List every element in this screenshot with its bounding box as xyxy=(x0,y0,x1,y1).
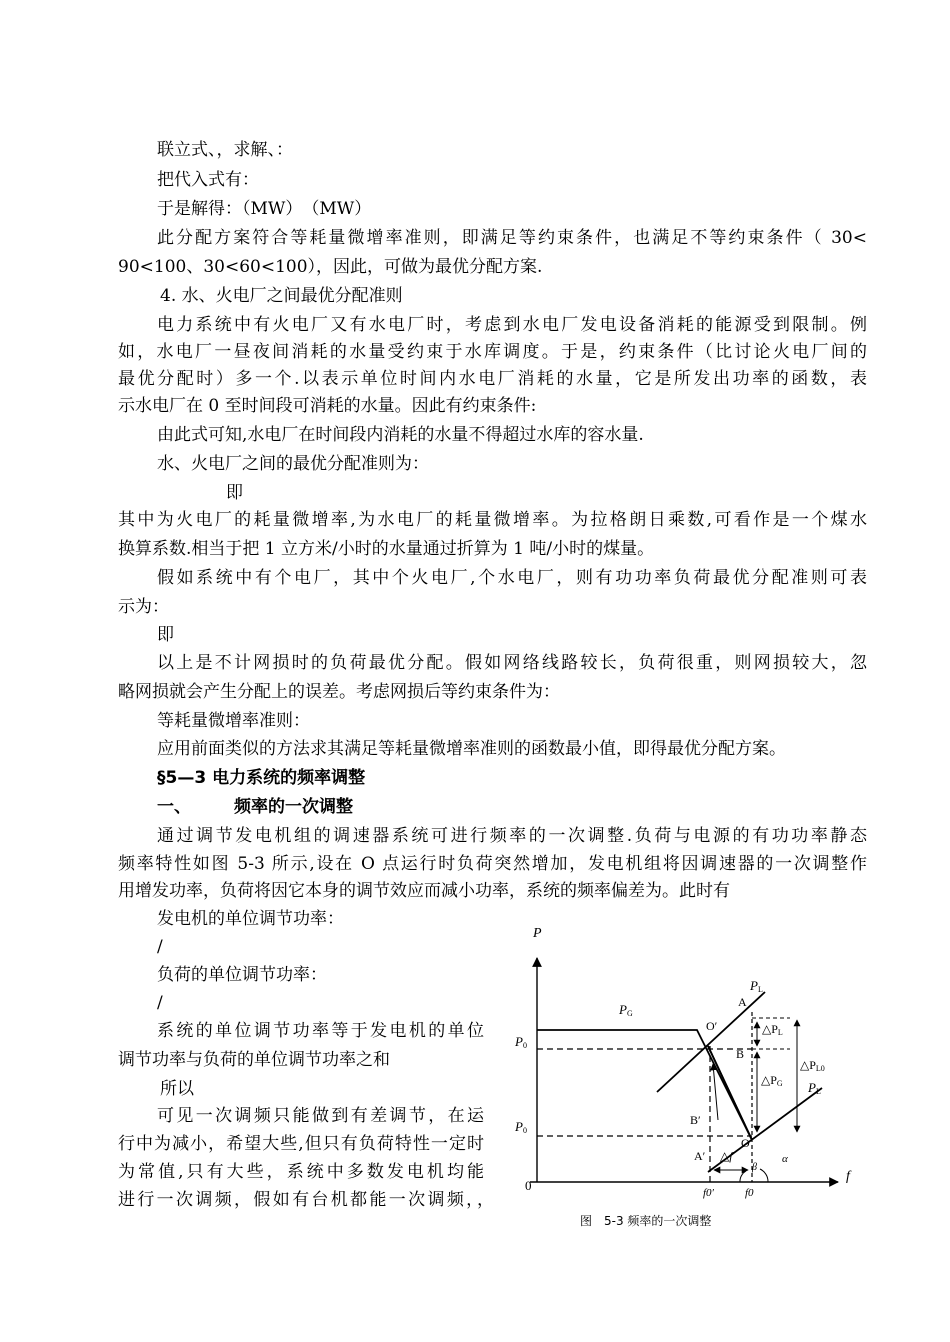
paragraph-line: 于是解得：（MW） （MW） xyxy=(157,199,372,219)
section-heading: §5—3 电力系统的频率调整 xyxy=(157,768,366,788)
paragraph-line: 系统的单位调节功率等于发电机的单位 xyxy=(157,1021,484,1041)
paragraph-line: 换算系数.相当于把 1 立方米/小时的水量通过折算为 1 吨/小时的煤量。 xyxy=(118,539,655,559)
paragraph-line: 可见一次调频只能做到有差调节，在运 xyxy=(157,1106,484,1126)
f0-label: f0 xyxy=(745,1187,754,1199)
paragraph-line: 通过调节发电机组的调速器系统可进行频率的一次调整.负荷与电源的有功功率静态 xyxy=(157,826,867,846)
alpha-label: α xyxy=(782,1153,788,1165)
paragraph-line: 水、火电厂之间的最优分配准则为： xyxy=(157,454,429,474)
paragraph-line: / xyxy=(157,937,163,957)
paragraph-line: 为常值,只有大些，系统中多数发电机均能 xyxy=(118,1162,484,1182)
point-o-label: O xyxy=(741,1136,750,1150)
subsection-heading: 频率的一次调整 xyxy=(234,797,353,817)
point-o-prime-label: O′ xyxy=(706,1019,718,1033)
paragraph-line: 假如系统中有个电厂，其中个火电厂,个水电厂，则有功功率负荷最优分配准则可表 xyxy=(157,568,867,588)
delta-pl-label: △PL xyxy=(762,1022,783,1037)
paragraph-line: 以上是不计网损时的负荷最优分配。假如网络线路较长，负荷很重，则网损较大，忽 xyxy=(157,653,867,673)
paragraph-line: 如，水电厂一昼夜间消耗的水量受约束于水库调度。于是，约束条件（比讨论火电厂间的 xyxy=(118,342,867,362)
delta-f-label: △f xyxy=(720,1149,733,1163)
f-axis-label: f xyxy=(846,1169,850,1184)
paragraph-line: 应用前面类似的方法求其满足等耗量微增率准则的函数最小值，即得最优分配方案。 xyxy=(157,739,786,759)
paragraph-line: 电力系统中有火电厂又有水电厂时，考虑到水电厂发电设备消耗的能源受到限制。例 xyxy=(157,315,867,335)
alpha-angle-arc xyxy=(760,1169,768,1182)
paragraph-line: 即 xyxy=(226,483,243,503)
paragraph-line: 即 xyxy=(157,625,174,645)
origin-label: 0 xyxy=(525,1178,532,1193)
paragraph-line: 由此式可知,水电厂在时间段内消耗的水量不得超过水库的容水量. xyxy=(157,425,644,445)
pl-top-label: PL xyxy=(750,978,763,994)
paragraph-line: 联立式、，求解、： xyxy=(157,140,293,160)
paragraph-line: 把代入式有： xyxy=(157,170,259,190)
subsection-number: 一、 xyxy=(157,797,191,817)
delta-pg-label: △PG xyxy=(761,1073,783,1088)
paragraph-line: 略网损就会产生分配上的误差。考虑网损后等约束条件为： xyxy=(118,682,560,702)
f0-prime-label: f0′ xyxy=(703,1187,714,1199)
paragraph-line: 用增发功率，负荷将因它本身的调节效应而减小功率，系统的频率偏差为。此时有 xyxy=(118,881,730,901)
paragraph-line: 其中为火电厂的耗量微增率,为水电厂的耗量微增率。为拉格朗日乘数,可看作是一个煤水 xyxy=(118,510,867,530)
paragraph-line: 最优分配时）多一个.以表示单位时间内水电厂消耗的水量，它是所发出功率的函数，表 xyxy=(118,369,867,389)
paragraph-line: 90<100、30<60<100），因此，可做为最优分配方案. xyxy=(118,257,543,277)
load-characteristic-line-upper xyxy=(657,992,765,1092)
pg-label: PG xyxy=(619,1002,633,1018)
beta-label: β xyxy=(752,1162,757,1173)
paragraph-line: 进行一次调频，假如有台机都能一次调频，， xyxy=(118,1190,494,1210)
paragraph-line: 调节功率与负荷的单位调节功率之和 xyxy=(118,1050,390,1070)
p0-top-label: P0 xyxy=(515,1034,527,1050)
paragraph-line: 示为： xyxy=(118,597,169,617)
section-heading: 4. 水、火电厂之间最优分配准则 xyxy=(160,286,403,306)
paragraph-line: 等耗量微增率准则： xyxy=(157,711,310,731)
p-axis-label: P xyxy=(533,926,542,941)
paragraph-line: 负荷的单位调节功率： xyxy=(157,965,327,985)
figure-5-3 xyxy=(505,915,865,1235)
paragraph-line: 发电机的单位调节功率： xyxy=(157,909,344,929)
point-a-prime-label: A′ xyxy=(694,1149,706,1163)
paragraph-line: 示水电厂在 0 至时间段可消耗的水量。因此有约束条件: xyxy=(118,396,537,416)
generator-char-slope-line xyxy=(708,1046,752,1140)
paragraph-line: 频率特性如图 5-3 所示,设在 O 点运行时负荷突然增加，发电机组将因调速器的一次调整作 xyxy=(118,854,867,874)
generator-characteristic-line xyxy=(537,1030,752,1140)
figure-caption: 图 5-3 频率的一次调整 xyxy=(580,1214,712,1228)
delta-pl0-label: △PL0 xyxy=(800,1058,825,1073)
paragraph-line: 此分配方案符合等耗量微增率准则，即满足等约束条件，也满足不等约束条件（ 30< xyxy=(157,228,867,248)
point-b-label: B xyxy=(736,1047,745,1061)
p0-low-label: P0 xyxy=(515,1119,527,1135)
paragraph-line: 行中为减小，希望大些,但只有负荷特性一定时 xyxy=(118,1134,484,1154)
beta-angle-arc xyxy=(740,1171,746,1182)
point-b-prime-label: B′ xyxy=(690,1113,701,1127)
point-a-label: A xyxy=(738,995,747,1009)
pl-low-label: PL xyxy=(808,1080,821,1096)
paragraph-line: / xyxy=(157,993,163,1013)
paragraph-line: 所以 xyxy=(160,1079,194,1099)
